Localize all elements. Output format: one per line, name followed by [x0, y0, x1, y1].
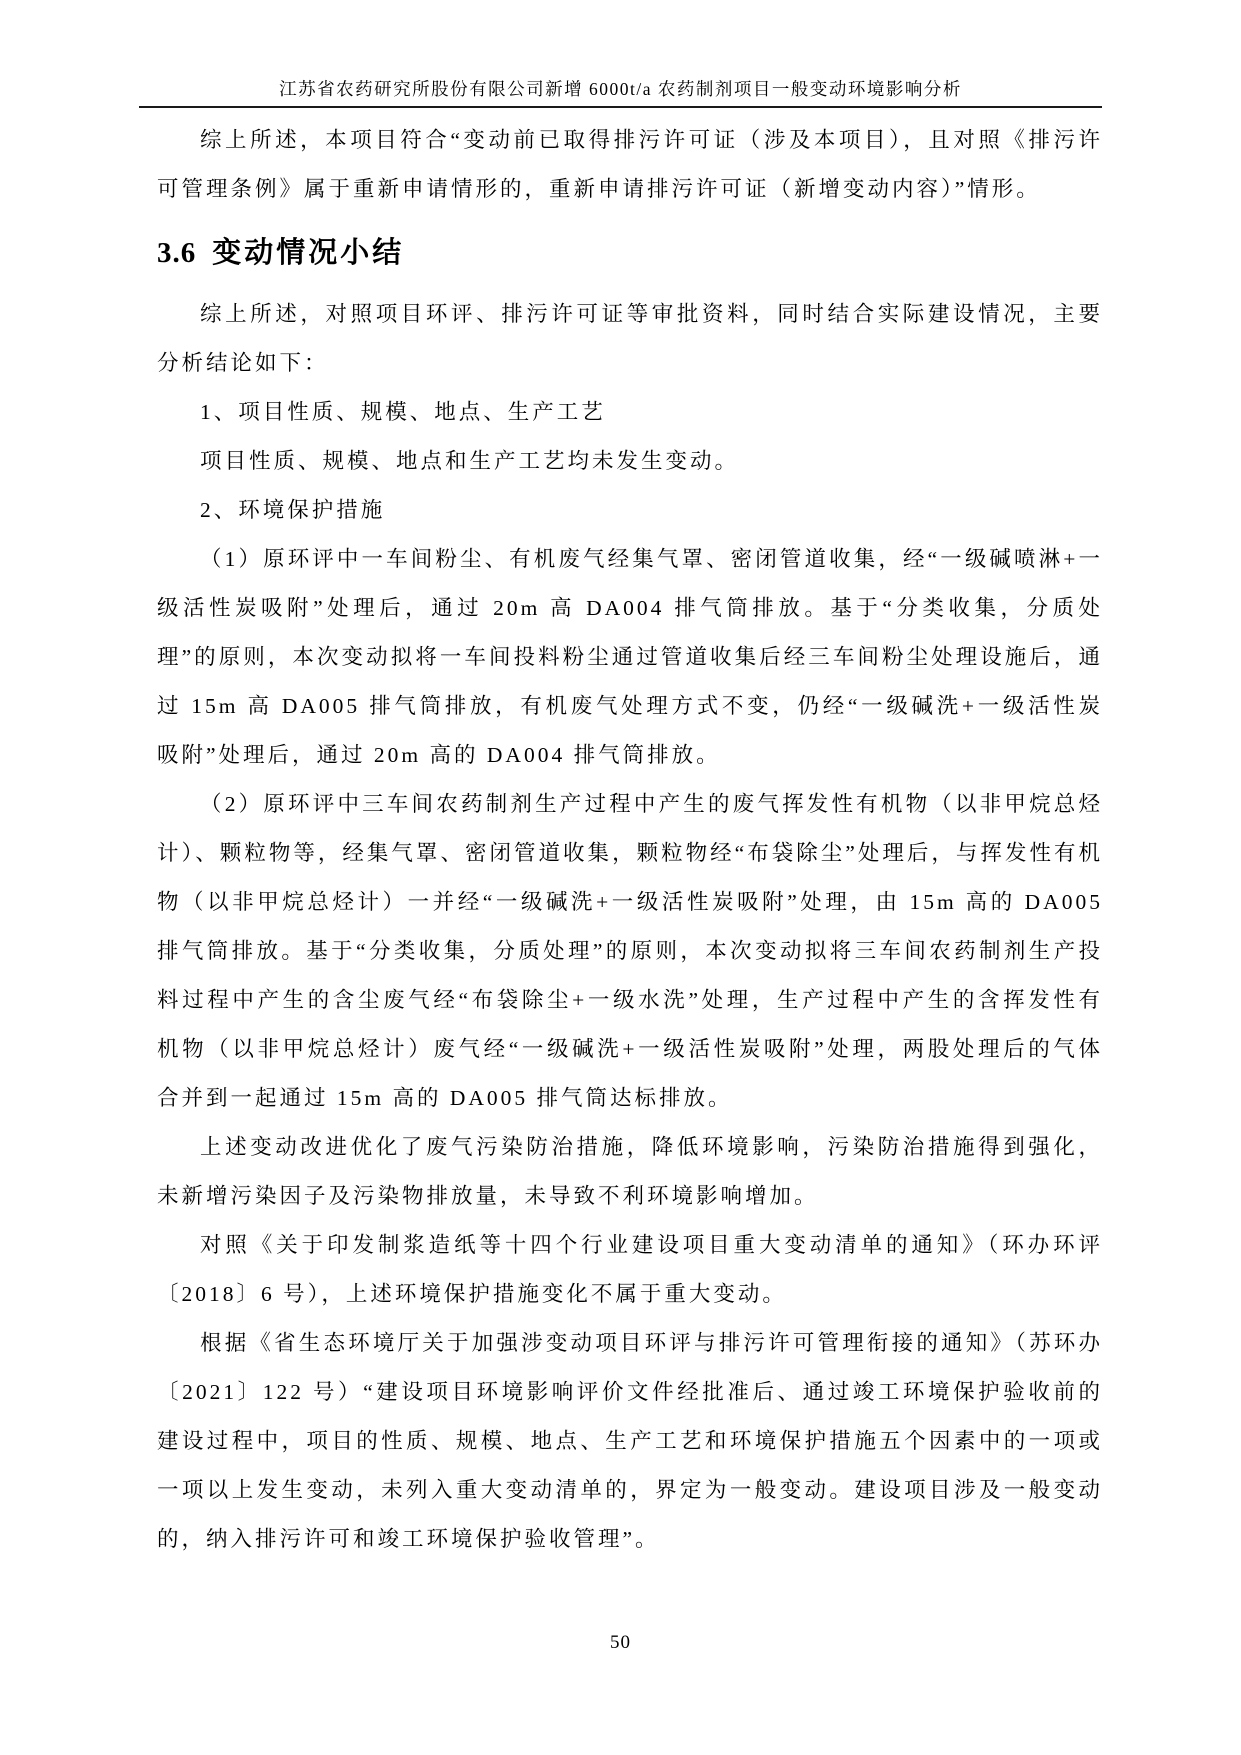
para-measure-2: （2）原环评中三车间农药制剂生产过程中产生的废气挥发性有机物（以非甲烷总烃计）、颗粒物等，经集气罩、密闭管道收集，颗粒物经“布袋除尘”处理后，与挥发性有机物（以非甲烷总烃计）一并经“一级碱洗+一级活性炭吸附”处理，由 15m 高的 DA005 排气筒排放。基于“分类收集，分质处理”的原则，本次变动拟将三车间农药制剂生产投料过程中产生的含尘废气经“布袋除尘+一级水洗”处理，生产过程中产生的含挥发性有机物（以非甲烷总烃计）废气经“一级碱洗+一级活性炭吸附”处理，两股处理后的气体合并到一起通过 15m 高的 DA005 排气筒达标排放。	[157, 792, 1103, 1110]
page-footer	[0, 1632, 1241, 1654]
para-optimization-note: 上述变动改进优化了废气污染防治措施，降低环境影响，污染防治措施得到强化，未新增污染因子及污染物排放量，未导致不利环境影响增加。	[157, 1135, 1103, 1208]
para-item-2-title: 2、环境保护措施	[200, 498, 386, 522]
page-number: 50	[610, 1632, 631, 1653]
para-item-1-title: 1、项目性质、规模、地点、生产工艺	[200, 400, 606, 424]
header-title: 江苏省农药研究所股份有限公司新增 6000t/a 农药制剂项目一般变动环境影响分析	[279, 79, 962, 99]
page-header	[139, 0, 1102, 108]
section-heading-3-6	[157, 220, 1103, 286]
section-number: 3.6	[157, 237, 197, 269]
para-item-1-body: 项目性质、规模、地点和生产工艺均未发生变动。	[200, 449, 740, 473]
para-major-change-ref: 对照《关于印发制浆造纸等十四个行业建设项目重大变动清单的通知》（环办环评〔2018〕6 号），上述环境保护措施变化不属于重大变动。	[157, 1233, 1103, 1306]
para-measure-1: （1）原环评中一车间粉尘、有机废气经集气罩、密闭管道收集，经“一级碱喷淋+一级活性炭吸附”处理后，通过 20m 高 DA004 排气筒排放。基于“分类收集，分质处理”的原则，本次变动拟将一车间投料粉尘通过管道收集后经三车间粉尘处理设施后，通过 15m 高 DA005 排气筒排放，有机废气处理方式不变，仍经“一级碱洗+一级活性炭吸附”处理后，通过 20m 高的 DA004 排气筒排放。	[157, 547, 1103, 767]
document-body	[157, 116, 1103, 1564]
section-title: 变动情况小结	[212, 237, 405, 269]
para-permit-conclusion: 综上所述，本项目符合“变动前已取得排污许可证（涉及本项目），且对照《排污许可管理条例》属于重新申请情形的，重新申请排污许可证（新增变动内容）”情形。	[157, 128, 1103, 201]
para-general-change-ref: 根据《省生态环境厅关于加强涉变动项目环评与排污许可管理衔接的通知》（苏环办〔2021〕122 号）“建设项目环境影响评价文件经批准后、通过竣工环境保护验收前的建设过程中，项目的性质、规模、地点、生产工艺和环境保护措施五个因素中的一项或一项以上发生变动，未列入重大变动清单的，界定为一般变动。建设项目涉及一般变动的，纳入排污许可和竣工环境保护验收管理”。	[157, 1331, 1103, 1551]
para-summary-intro: 综上所述，对照项目环评、排污许可证等审批资料，同时结合实际建设情况，主要分析结论如下：	[157, 302, 1103, 375]
